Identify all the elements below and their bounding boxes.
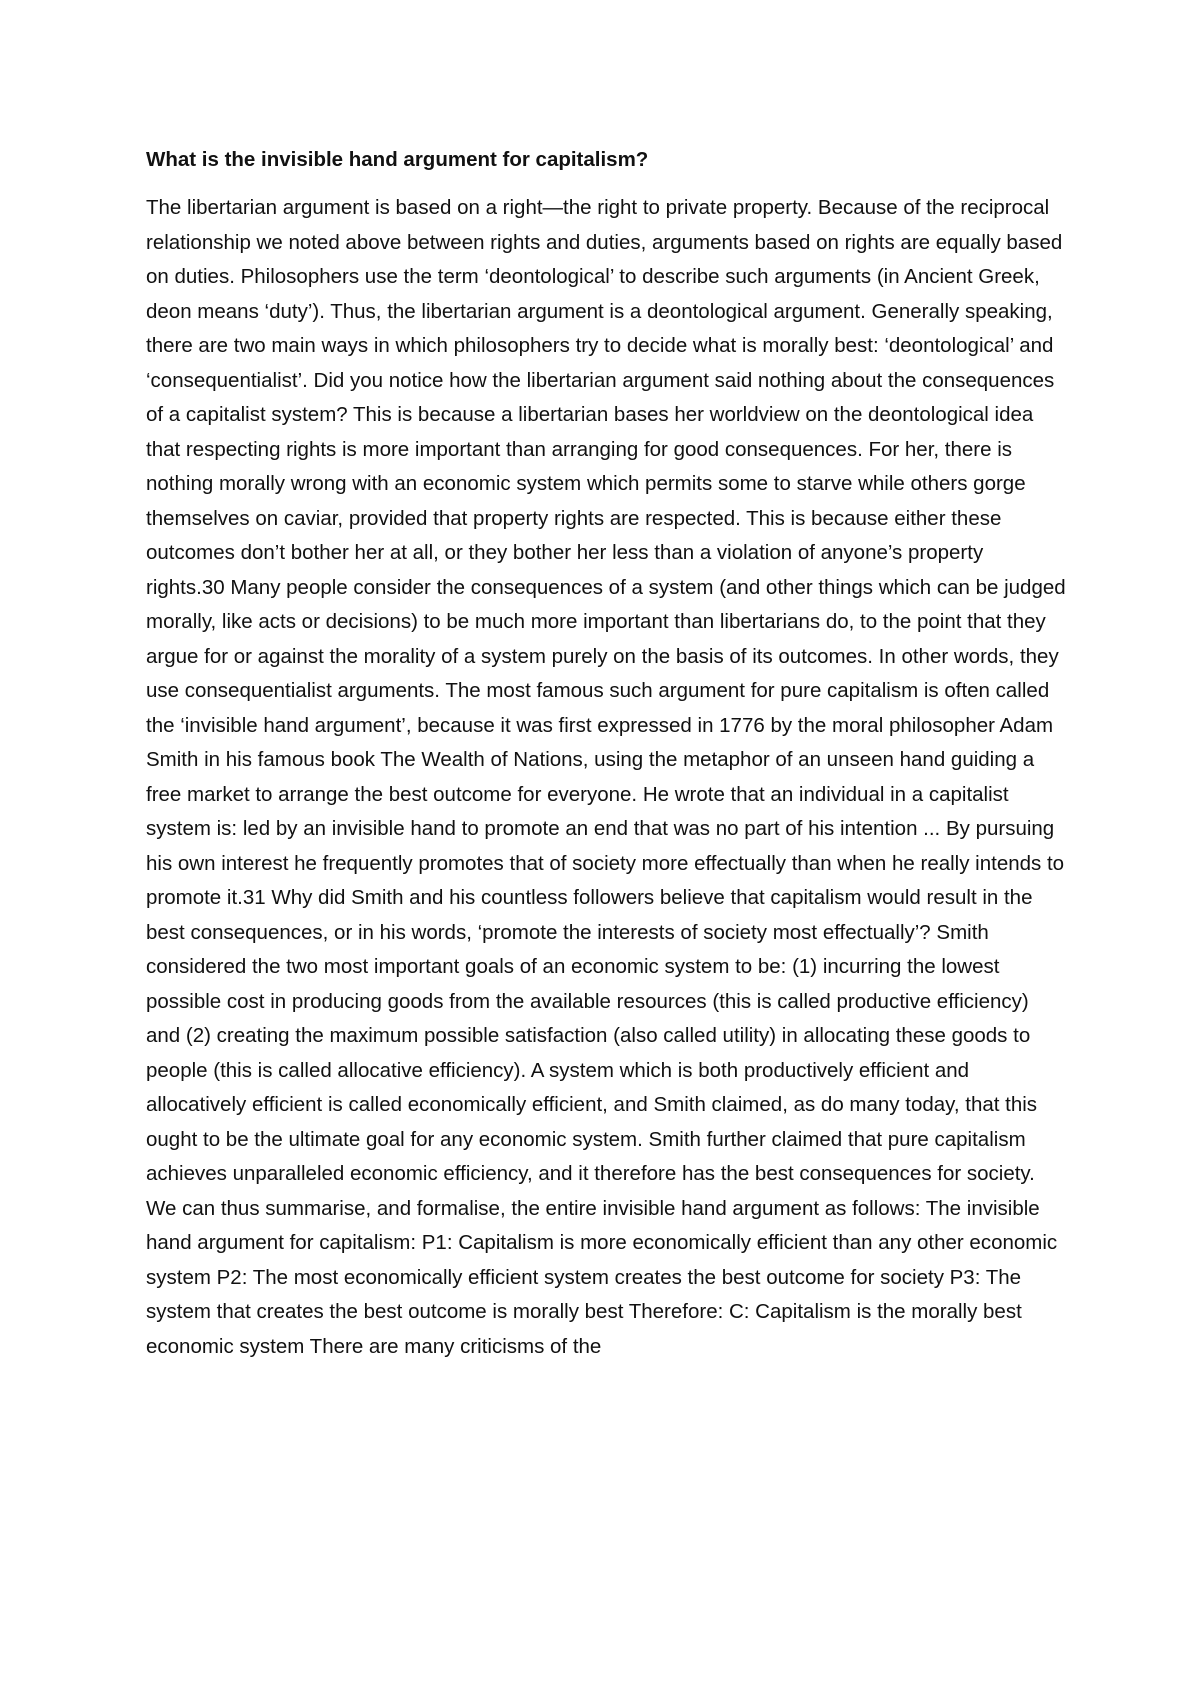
document-content (146, 143, 1066, 1364)
body-paragraph: The libertarian argument is based on a right—the right to private property. Because of the reciprocal relationship we noted above between rights and duties, arguments based on rights are equally based on duties. Philosophers use the term ‘deontological’ to describe such arguments (in Ancient Greek, deon means ‘duty’). Thus, the libertarian argument is a deontological argument. Generally speaking, there are two main ways in which philosophers try to decide what is morally best: ‘deontological’ and ‘consequentialist’. Did you notice how the libertarian argument said nothing about the consequences of a capitalist system? This is because a libertarian bases her worldview on the deontological idea that respecting rights is more important than arranging for good consequences. For her, there is nothing morally wrong with an economic system which permits some to starve while others gorge themselves on caviar, provided that property rights are respected. This is because either these outcomes don’t bother her at all, or they bother her less than a violation of anyone’s property rights.30 Many people consider the consequences of a system (and other things which can be judged morally, like acts or decisions) to be much more important than libertarians do, to the point that they argue for or against the morality of a system purely on the basis of its outcomes. In other words, they use consequentialist arguments. The most famous such argument for pure capitalism is often called the ‘invisible hand argument’, because it was first expressed in 1776 by the moral philosopher Adam Smith in his famous book The Wealth of Nations, using the metaphor of an unseen hand guiding a free market to arrange the best outcome for everyone. He wrote that an individual in a capitalist system is: led by an invisible hand to promote an end that was no part of his intention ... By pursuing his own interest he frequently promotes that of society more effectually than when he really intends to promote it.31 Why did Smith and his countless followers believe that capitalism would result in the best consequences, or in his words, ‘promote the interests of society most effectually’? Smith considered the two most important goals of an economic system to be: (1) incurring the lowest possible cost in producing goods from the available resources (this is called productive efficiency) and (2) creating the maximum possible satisfaction (also called utility) in allocating these goods to people (this is called allocative efficiency). A system which is both productively efficient and allocatively efficient is called economically efficient, and Smith claimed, as do many today, that this ought to be the ultimate goal for any economic system. Smith further claimed that pure capitalism achieves unparalleled economic efficiency, and it therefore has the best consequences for society. We can thus summarise, and formalise, the entire invisible hand argument as follows: The invisible hand argument for capitalism: P1: Capitalism is more economically efficient than any other economic system P2: The most economically efficient system creates the best outcome for society P3: The system that creates the best outcome is morally best Therefore: C: Capitalism is the morally best economic system There are many criticisms of the (146, 196, 1066, 1358)
section-heading: What is the invisible hand argument for capitalism? (146, 148, 649, 171)
